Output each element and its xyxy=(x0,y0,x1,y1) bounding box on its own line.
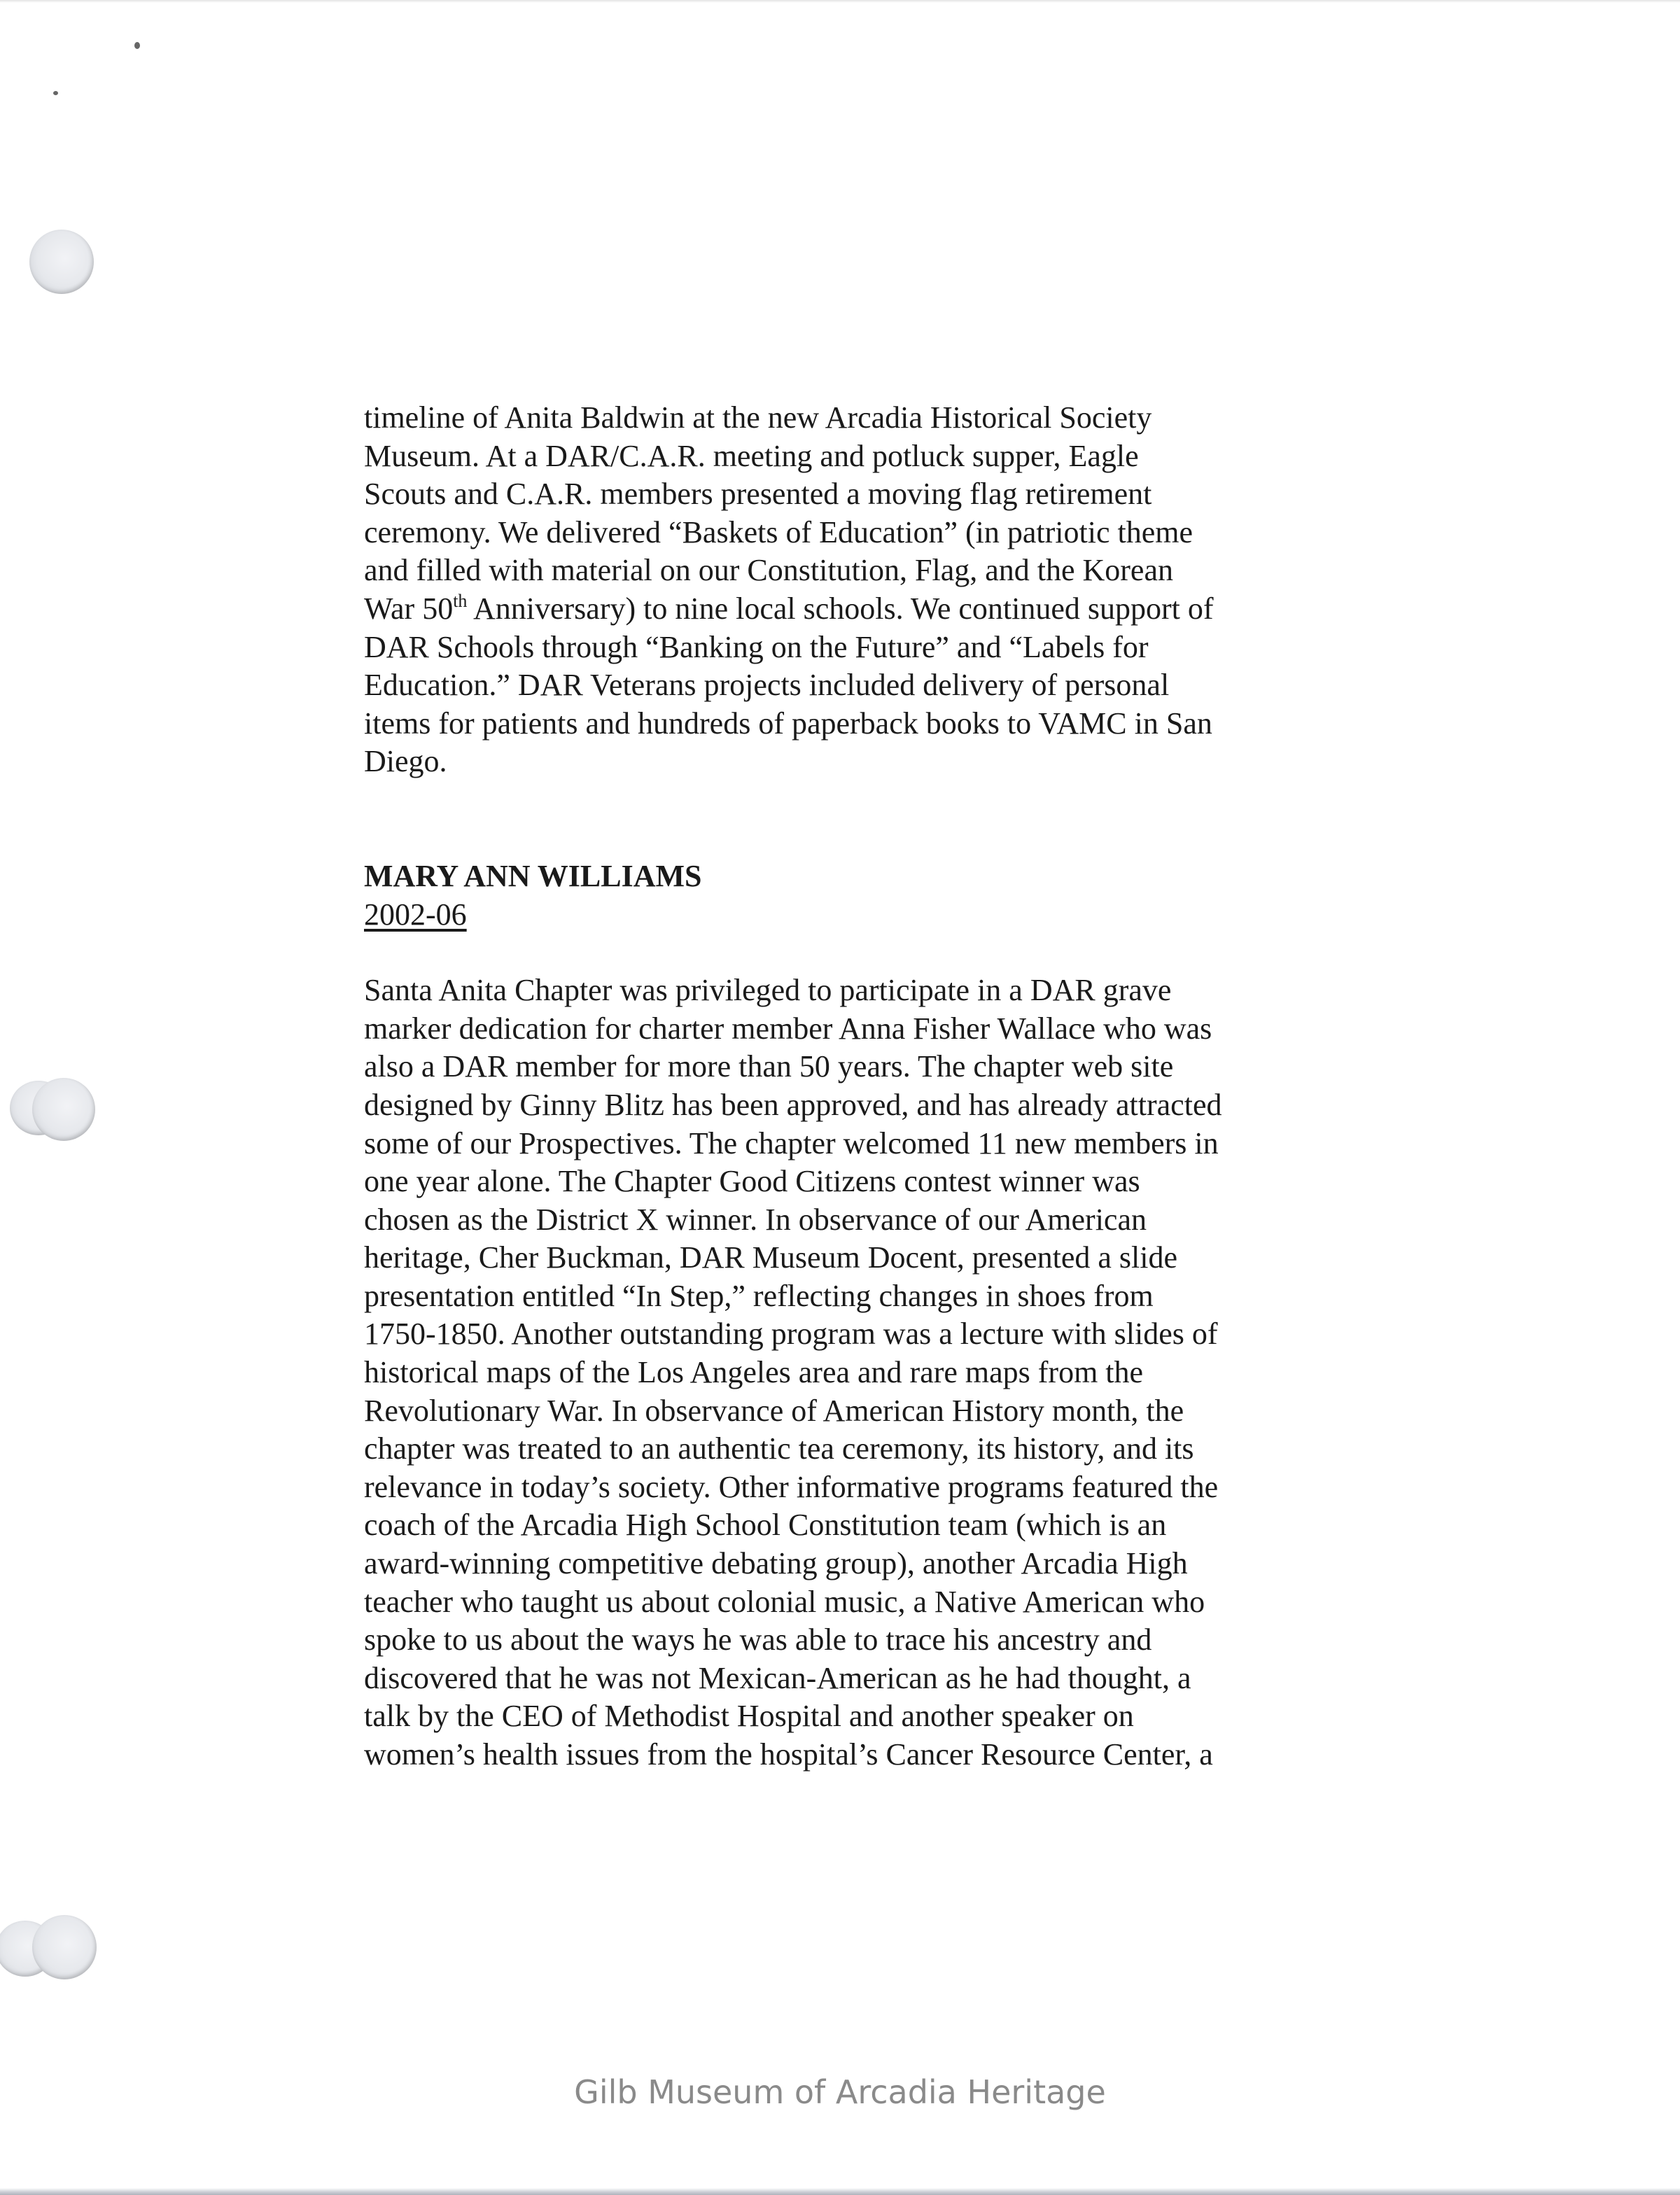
text-line-war-anniversary xyxy=(364,590,1302,629)
text-line: heritage, Cher Buckman, DAR Museum Docent, presented a slide xyxy=(364,1240,1178,1275)
regent-term-years: 2002-06 xyxy=(364,897,467,932)
text-line: Museum. At a DAR/C.A.R. meeting and potluck supper, Eagle xyxy=(364,438,1139,473)
text-line: also a DAR member for more than 50 years. The chapter web site xyxy=(364,1049,1174,1084)
text-line: timeline of Anita Baldwin at the new Arcadia Historical Society xyxy=(364,400,1152,435)
text-line: award-winning competitive debating group), another Arcadia High xyxy=(364,1546,1188,1581)
text-line: spoke to us about the ways he was able to trace his ancestry and xyxy=(364,1622,1152,1657)
text-line: marker dedication for charter member Anna Fisher Wallace who was xyxy=(364,1011,1212,1046)
ordinal-superscript: th xyxy=(453,590,468,611)
text-line: relevance in today’s society. Other informative programs featured the xyxy=(364,1469,1219,1504)
text-line: ceremony. We delivered “Baskets of Education” (in patriotic theme xyxy=(364,514,1194,549)
binder-hole-middle xyxy=(32,1078,95,1141)
text-line: historical maps of the Los Angeles area and rare maps from the xyxy=(364,1355,1144,1390)
text-line: Scouts and C.A.R. members presented a moving flag retirement xyxy=(364,477,1152,512)
regent-name-heading: MARY ANN WILLIAMS xyxy=(364,858,702,893)
text-line: discovered that he was not Mexican-American as he had thought, a xyxy=(364,1660,1191,1695)
text-line: chapter was treated to an authentic tea ceremony, its history, and its xyxy=(364,1431,1194,1466)
intro-paragraph xyxy=(364,399,1302,781)
text-fragment: War 50 xyxy=(364,591,454,626)
text-line: Education.” DAR Veterans projects included delivery of personal xyxy=(364,668,1170,703)
text-line: designed by Ginny Blitz has been approved, and has already attracted xyxy=(364,1087,1222,1122)
text-line: some of our Prospectives. The chapter welcomed 11 new members in xyxy=(364,1125,1219,1160)
text-line: women’s health issues from the hospital’s Cancer Resource Center, a xyxy=(364,1737,1213,1772)
text-line: Santa Anita Chapter was privileged to participate in a DAR grave xyxy=(364,973,1172,1008)
text-line: 1750-1850. Another outstanding program was a lecture with slides of xyxy=(364,1317,1218,1352)
text-line: one year alone. The Chapter Good Citizens contest winner was xyxy=(364,1164,1140,1199)
binder-hole-bottom xyxy=(32,1915,97,1979)
text-line: items for patients and hundreds of paperback books to VAMC in San xyxy=(364,706,1212,741)
text-line: Revolutionary War. In observance of American History month, the xyxy=(364,1393,1184,1428)
text-line: coach of the Arcadia High School Constitution team (which is an xyxy=(364,1508,1167,1543)
text-line: DAR Schools through “Banking on the Future” and “Labels for xyxy=(364,629,1149,664)
binder-hole-top xyxy=(29,230,94,294)
text-fragment: Anniversary) to nine local schools. We continued support of xyxy=(467,591,1214,626)
page-top-edge xyxy=(0,0,1680,3)
text-line: chosen as the District X winner. In observance of our American xyxy=(364,1202,1147,1237)
text-line: presentation entitled “In Step,” reflecting changes in shoes from xyxy=(364,1278,1154,1313)
text-line: Diego. xyxy=(364,744,447,779)
regent-paragraph xyxy=(364,972,1302,1774)
scan-speck xyxy=(134,42,140,49)
text-line: and filled with material on our Constitution, Flag, and the Korean xyxy=(364,553,1173,588)
text-line: teacher who taught us about colonial music, a Native American who xyxy=(364,1584,1205,1619)
scan-speck xyxy=(53,91,58,95)
document-body xyxy=(364,399,1302,1774)
watermark-footer: Gilb Museum of Arcadia Heritage xyxy=(574,2073,1106,2111)
page-bottom-edge xyxy=(0,2188,1680,2195)
text-line: talk by the CEO of Methodist Hospital and another speaker on xyxy=(364,1699,1134,1734)
